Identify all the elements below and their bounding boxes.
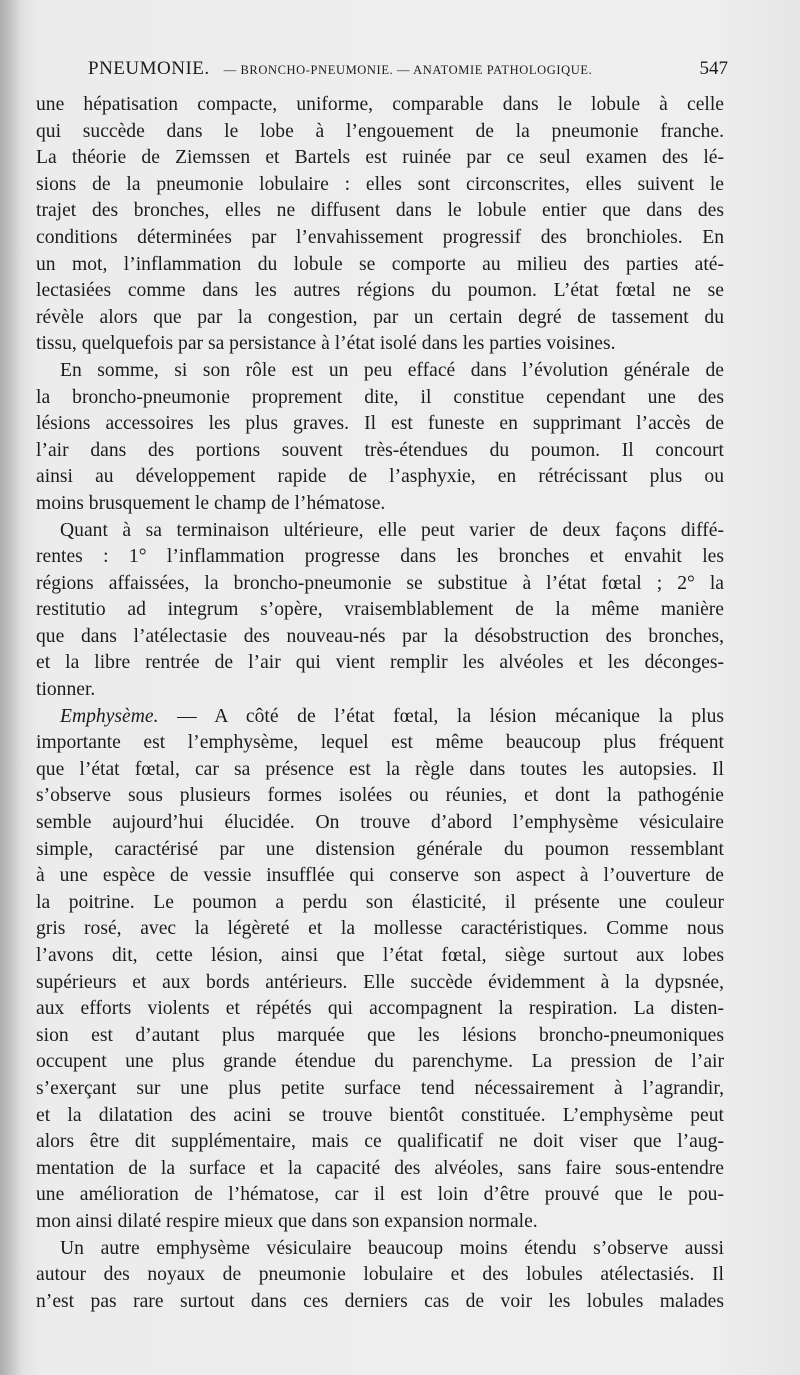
text-line: à une espèce de vessie insufflée qui conserve son aspect à l’ouverture de bbox=[36, 865, 724, 887]
text-line: lésions accessoires les plus graves. Il est funeste en supprimant l’accès de bbox=[36, 413, 724, 435]
text-line: s’exerçant sur une plus petite surface tend nécessairement à l’agrandir, bbox=[36, 1077, 724, 1099]
text-line: gris rosé, avec la légèreté et la mollesse caractéristiques. Comme nous bbox=[36, 918, 724, 940]
text-line: la poitrine. Le poumon a perdu son élasticité, il présente une couleur bbox=[36, 891, 724, 913]
text-line: l’avons dit, cette lésion, ainsi que l’état fœtal, siège surtout aux lobes bbox=[36, 945, 724, 966]
binding-shadow bbox=[0, 0, 22, 1375]
text-line: Quant à sa terminaison ultérieure, elle peut varier de deux façons diffé- bbox=[60, 519, 724, 541]
text-line: semble aujourd’hui élucidée. On trouve d’abord l’emphysème vésiculaire bbox=[36, 812, 724, 834]
text-line: lectasiées comme dans les autres régions du poumon. L’état fœtal ne se bbox=[36, 280, 724, 302]
text-line: La théorie de Ziemssen et Bartels est ruinée par ce seul examen des lé- bbox=[36, 147, 724, 169]
text-line: occupent une plus grande étendue du parenchyme. La pression de l’air bbox=[36, 1051, 724, 1073]
text-line: trajet des bronches, elles ne diffusent dans le lobule entier que dans des bbox=[36, 200, 724, 222]
body-text bbox=[36, 92, 724, 1315]
text-line: sions de la pneumonie lobulaire : elles sont circonscrites, elles suivent le bbox=[36, 173, 724, 195]
text-line: l’air dans des portions souvent très-étendues du poumon. Il concourt bbox=[36, 439, 724, 461]
text-line: une amélioration de l’hématose, car il est loin d’être prouvé que le pou- bbox=[36, 1184, 724, 1206]
text-line: Emphysème. — A côté de l’état fœtal, la lésion mécanique la plus bbox=[60, 705, 724, 727]
text-line: la broncho-pneumonie proprement dite, il constitue cependant une des bbox=[36, 386, 724, 408]
section-heading-italic: Emphysème. bbox=[60, 705, 159, 727]
text-line: restitutio ad integrum s’opère, vraisemblablement de la même manière bbox=[36, 599, 724, 621]
text-line: Un autre emphysème vésiculaire beaucoup moins étendu s’observe aussi bbox=[60, 1237, 724, 1259]
text-line: ainsi au développement rapide de l’asphyxie, en rétrécissant plus ou bbox=[36, 466, 724, 488]
text-line: que l’état fœtal, car sa présence est la règle dans toutes les autopsies. Il bbox=[36, 758, 724, 780]
text-line: révèle alors que par la congestion, par un certain degré de tassement du bbox=[36, 306, 724, 328]
text-line: que dans l’atélectasie des nouveau-nés par la désobstruction des bronches, bbox=[36, 625, 724, 647]
text-line: importante est l’emphysème, lequel est même beaucoup plus fréquent bbox=[36, 732, 724, 754]
text-line: mon ainsi dilaté respire mieux que dans son expansion normale. bbox=[36, 1210, 538, 1232]
text-line: supérieurs et aux bords antérieurs. Elle succède évidemment à la dypsnée, bbox=[36, 971, 724, 993]
text-line: tionner. bbox=[36, 679, 96, 701]
text-line: autour des noyaux de pneumonie lobulaire et des lobules atélectasiés. Il bbox=[36, 1264, 724, 1286]
page-number: 547 bbox=[699, 58, 728, 79]
text-line: conditions déterminées par l’envahissement progressif des bronchioles. En bbox=[36, 226, 724, 248]
text-line: un mot, l’inflammation du lobule se comporte au milieu des parties até- bbox=[36, 253, 724, 275]
text-line: qui succède dans le lobe à l’engouement de la pneumonie franche. bbox=[36, 120, 724, 142]
text-line: une hépatisation compacte, uniforme, comparable dans le lobule à celle bbox=[36, 94, 724, 115]
running-header bbox=[88, 58, 728, 88]
text-line: simple, caractérisé par une distension générale du poumon ressemblant bbox=[36, 838, 724, 860]
text-line: et la dilatation des acini se trouve bientôt constituée. L’emphysème peut bbox=[36, 1104, 724, 1126]
header-title: PNEUMONIE. bbox=[88, 58, 210, 79]
text-line: aux efforts violents et répétés qui accompagnent la respiration. La disten- bbox=[36, 998, 724, 1020]
text-line: En somme, si son rôle est un peu effacé dans l’évolution générale de bbox=[60, 359, 724, 381]
text-line: et la libre rentrée de l’air qui vient remplir les alvéoles et les déconges- bbox=[36, 652, 724, 674]
text-line: régions affaissées, la broncho-pneumonie se substitue à l’état fœtal ; 2° la bbox=[36, 572, 724, 594]
text-line: mentation de la surface et la capacité des alvéoles, sans faire sous-entendre bbox=[36, 1157, 724, 1179]
text-line: tissu, quelquefois par sa persistance à l’état isolé dans les parties voisines. bbox=[36, 333, 616, 355]
text-line: n’est pas rare surtout dans ces derniers cas de voir les lobules malades bbox=[36, 1290, 724, 1312]
text-line: s’observe sous plusieurs formes isolées ou réunies, et dont la pathogénie bbox=[36, 785, 724, 807]
text-line: alors être dit supplémentaire, mais ce qualificatif ne doit viser que l’aug- bbox=[36, 1131, 724, 1153]
text-line: sion est d’autant plus marquée que les lésions broncho-pneumoniques bbox=[36, 1024, 724, 1046]
header-subtitle: — BRONCHO-PNEUMONIE. — ANATOMIE PATHOLOGIQUE. bbox=[223, 63, 593, 77]
text-line: moins brusquement le champ de l’hématose. bbox=[36, 492, 386, 514]
text-line: rentes : 1° l’inflammation progresse dans les bronches et envahit les bbox=[36, 546, 724, 568]
